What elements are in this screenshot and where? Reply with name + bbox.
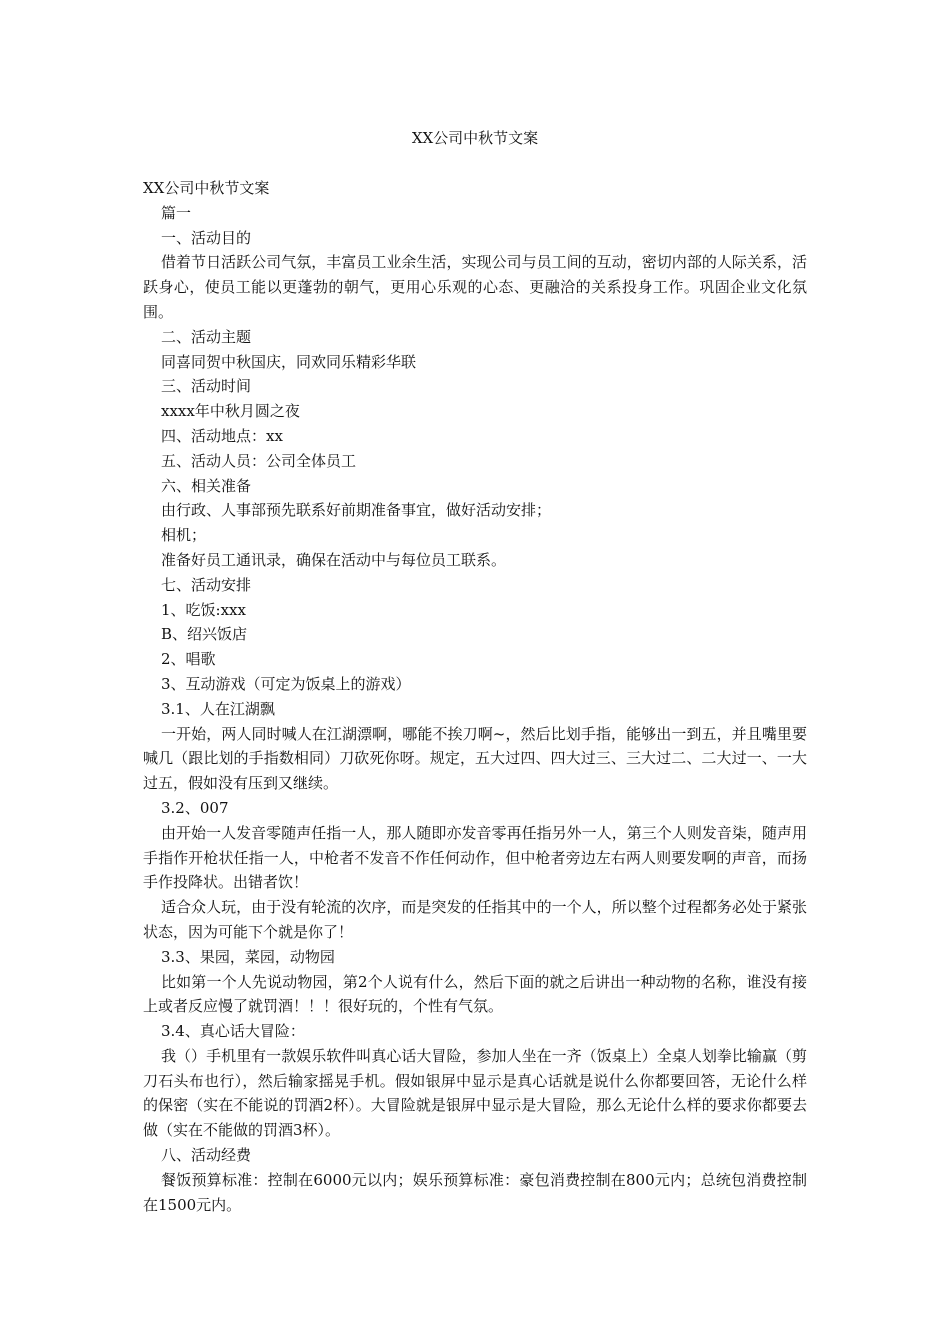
paragraph: 七、活动安排 — [161, 575, 252, 594]
paragraph: 篇一 — [161, 203, 192, 222]
page-title: XX公司中秋节文案 — [411, 129, 539, 147]
paragraph: 准备好员工通讯录，确保在活动中与每位员工联系。 — [161, 550, 507, 569]
paragraph: 3.2、007 — [161, 798, 229, 817]
paragraph: 由行政、人事部预先联系好前期准备事宜，做好活动安排； — [161, 501, 552, 520]
paragraph: 三、活动时间 — [161, 377, 252, 396]
document-body — [143, 176, 807, 1217]
paragraph: 3.3、果园，菜园，动物园 — [161, 947, 335, 966]
paragraph: 2、唱歌 — [161, 650, 216, 669]
paragraph: 借着节日活跃公司气氛，丰富员工业余生活，实现公司与员工间的互动，密切内部的人际关系，活跃身心，使员工能以更蓬勃的朝气，更用心乐观的心态、更融洽的关系投身工作。巩固企业文化氛围。 — [143, 253, 807, 321]
paragraph: xxxx年中秋月圆之夜 — [161, 402, 300, 421]
paragraph: B、绍兴饭店 — [161, 625, 248, 644]
paragraph: 八、活动经费 — [161, 1146, 252, 1165]
paragraph: 1、吃饭:xxx — [161, 600, 246, 619]
paragraph: 同喜同贺中秋国庆，同欢同乐精彩华联 — [161, 352, 417, 371]
paragraph: 四、活动地点：xx — [161, 426, 283, 445]
paragraph: 一开始，两人同时喊人在江湖漂啊，哪能不挨刀啊~，然后比划手指，能够出一到五，并且嘴里要喊几（跟比划的手指数相同）刀砍死你呀。规定，五大过四、四大过三、三大过二、二大过一、一大过五，假如没有压到又继续。 — [143, 724, 807, 793]
paragraph: XX公司中秋节文案 — [143, 179, 270, 197]
paragraph: 二、活动主题 — [161, 327, 252, 346]
paragraph: 餐饭预算标准：控制在6000元以内；娱乐预算标准：豪包消费控制在800元内；总统包消费控制在1500元内。 — [143, 1170, 807, 1214]
paragraph: 相机； — [161, 526, 207, 545]
paragraph: 一、活动目的 — [161, 228, 252, 247]
paragraph: 六、相关准备 — [161, 476, 252, 495]
paragraph: 适合众人玩，由于没有轮流的次序，而是突发的任指其中的一个人，所以整个过程都务必处于紧张状态，因为可能下个就是你了！ — [143, 898, 807, 941]
paragraph: 3.4、真心话大冒险： — [161, 1022, 305, 1041]
paragraph: 比如第一个人先说动物园，第2个人说有什么，然后下面的就之后讲出一种动物的名称，谁没有接上或者反应慢了就罚酒！！！很好玩的，个性有气氛。 — [143, 972, 807, 1016]
paragraph: 由开始一人发音零随声任指一人，那人随即亦发音零再任指另外一人，第三个人则发音柒，随声用手指作开枪状任指一人，中枪者不发音不作任何动作，但中枪者旁边左右两人则要发啊的声音，而扬手作投降状。出错者饮！ — [143, 823, 807, 892]
paragraph: 3、互动游戏（可定为饭桌上的游戏） — [161, 674, 411, 693]
paragraph: 3.1、人在江湖飘 — [161, 699, 275, 718]
paragraph: 五、活动人员：公司全体员工 — [161, 451, 357, 470]
paragraph: 我（）手机里有一款娱乐软件叫真心话大冒险，参加人坐在一齐（饭桌上）全桌人划拳比输赢（剪刀石头布也行），然后输家摇晃手机。假如银屏中显示是真心话就是说什么你都要回答，无论什么样的保密（实在不能说的罚酒2杯）。大冒险就是银屏中显示是大冒险，那么无论什么样的要求你都要去做（实在不能做的罚酒3杯）。 — [143, 1046, 807, 1140]
